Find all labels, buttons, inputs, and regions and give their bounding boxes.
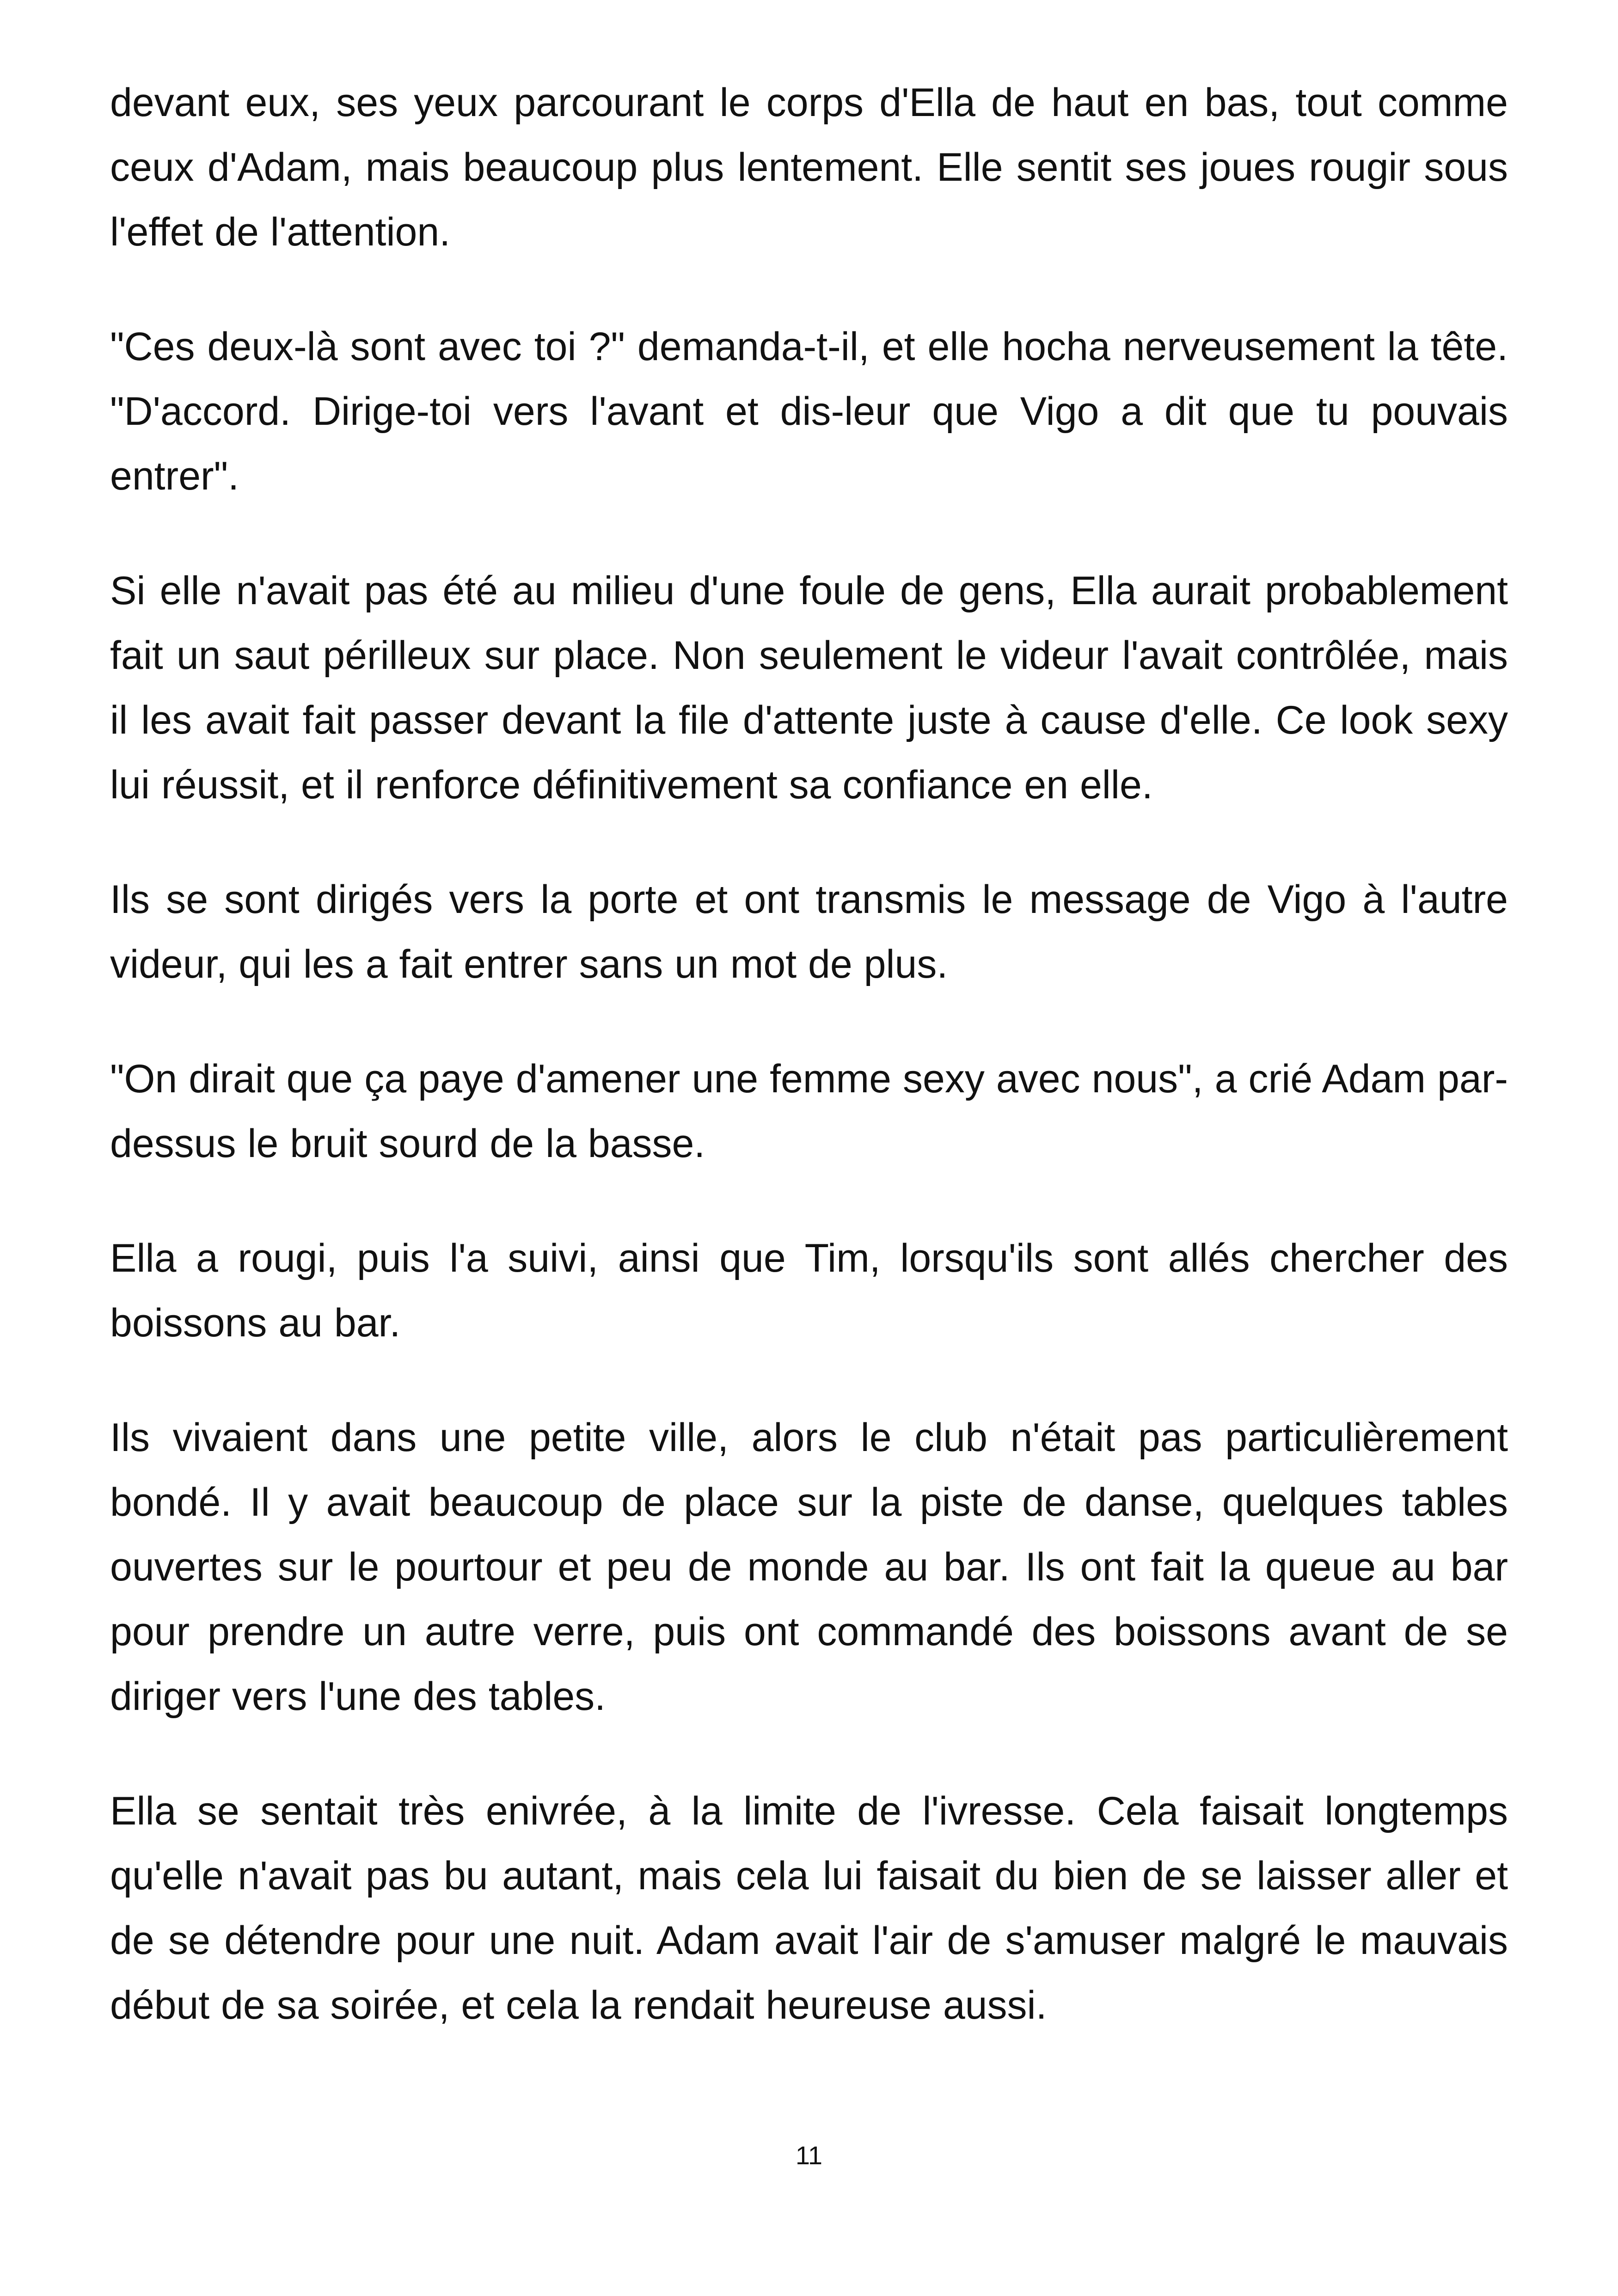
paragraph: devant eux, ses yeux parcourant le corps d'Ella de haut en bas, tout comme ceux d'Adam, mais beaucoup plus lentement. Elle sentit ses joues rougir sous l'effet de l'attention.	[110, 80, 1508, 254]
paragraph: Ella a rougi, puis l'a suivi, ainsi que Tim, lorsqu'ils sont allés chercher des boissons au bar.	[110, 1236, 1508, 1345]
body-text	[110, 70, 1508, 2038]
paragraph: "On dirait que ça paye d'amener une femme sexy avec nous", a crié Adam par-dessus le bruit sourd de la basse.	[110, 1057, 1508, 1166]
page-number: 11	[795, 2141, 823, 2170]
paragraph: Si elle n'avait pas été au milieu d'une foule de gens, Ella aurait probablement fait un saut périlleux sur place. Non seulement le videur l'avait contrôlée, mais il les avait fait passer devant la file d'attente juste à cause d'elle. Ce look sexy lui réussit, et il renforce définitivement sa confiance en elle.	[110, 569, 1508, 807]
paragraph: Ils se sont dirigés vers la porte et ont transmis le message de Vigo à l'autre videur, qui les a fait entrer sans un mot de plus.	[110, 877, 1508, 986]
paragraph: "Ces deux-là sont avec toi ?" demanda-t-il, et elle hocha nerveusement la tête. "D'accord. Dirige-toi vers l'avant et dis-leur que Vigo a dit que tu pouvais entrer".	[110, 325, 1508, 498]
paragraph: Ils vivaient dans une petite ville, alors le club n'était pas particulièrement bondé. Il y avait beaucoup de place sur la piste de danse, quelques tables ouvertes sur le pourtour et peu de monde au bar. Ils ont fait la queue au bar pour prendre un autre verre, puis ont commandé des boissons avant de se diriger vers l'une des tables.	[110, 1415, 1508, 1719]
paragraph: Ella se sentait très enivrée, à la limite de l'ivresse. Cela faisait longtemps qu'elle n'avait pas bu autant, mais cela lui faisait du bien de se laisser aller et de se détendre pour une nuit. Adam avait l'air de s'amuser malgré le mauvais début de sa soirée, et cela la rendait heureuse aussi.	[110, 1789, 1508, 2027]
